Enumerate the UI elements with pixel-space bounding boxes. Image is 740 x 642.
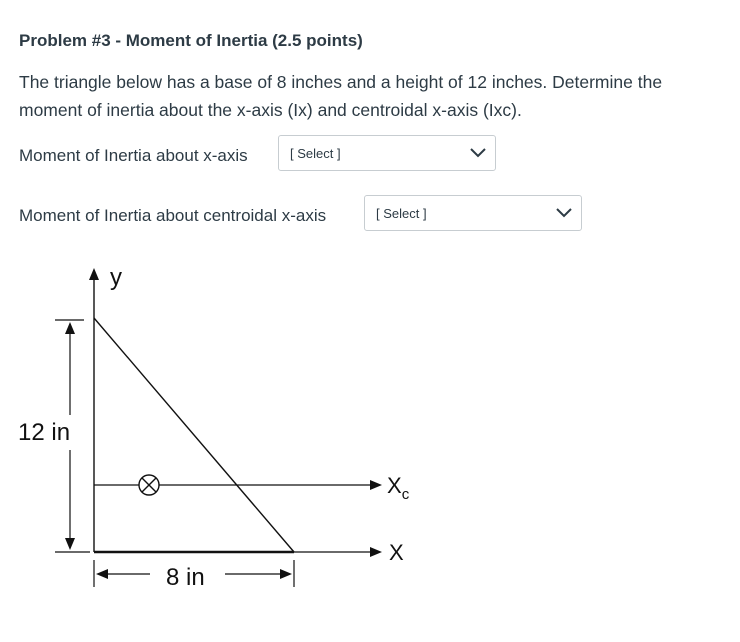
y-axis-arrowhead [89,268,99,280]
problem-title: Problem #3 - Moment of Inertia (2.5 points) [19,31,363,50]
chevron-down-icon [469,147,487,159]
xc-axis-label-sub: c [401,486,410,503]
x-axis-label: X [389,540,404,565]
question-1-select[interactable] [278,135,496,171]
x-axis-arrowhead [370,547,382,557]
height-label: 12 in [18,419,71,446]
question-2-select[interactable] [364,195,582,231]
chevron-down-icon [555,207,573,219]
question-1-select-value: [ Select ] [290,146,341,161]
problem-description: The triangle below has a base of 8 inches and a height of 12 inches. Determine the moment of inertia about the x-axis (Ix) and centroidal x-axis (Ixc). [19,72,663,120]
base-dimension [94,560,294,591]
question-2-label: Moment of Inertia about centroidal x-axis [19,206,327,225]
xc-axis-label-main: X [387,473,402,498]
xc-axis-label [387,473,410,503]
y-axis-label: y [110,264,122,291]
question-1-label: Moment of Inertia about x-axis [19,146,248,165]
height-dimension [18,320,90,552]
question-2-select-value: [ Select ] [376,206,427,221]
centroid-marker [139,475,159,495]
xc-axis-arrowhead [370,480,382,490]
base-label: 8 in [166,564,205,591]
triangle-hypotenuse [94,318,294,552]
triangle-figure [0,250,460,610]
